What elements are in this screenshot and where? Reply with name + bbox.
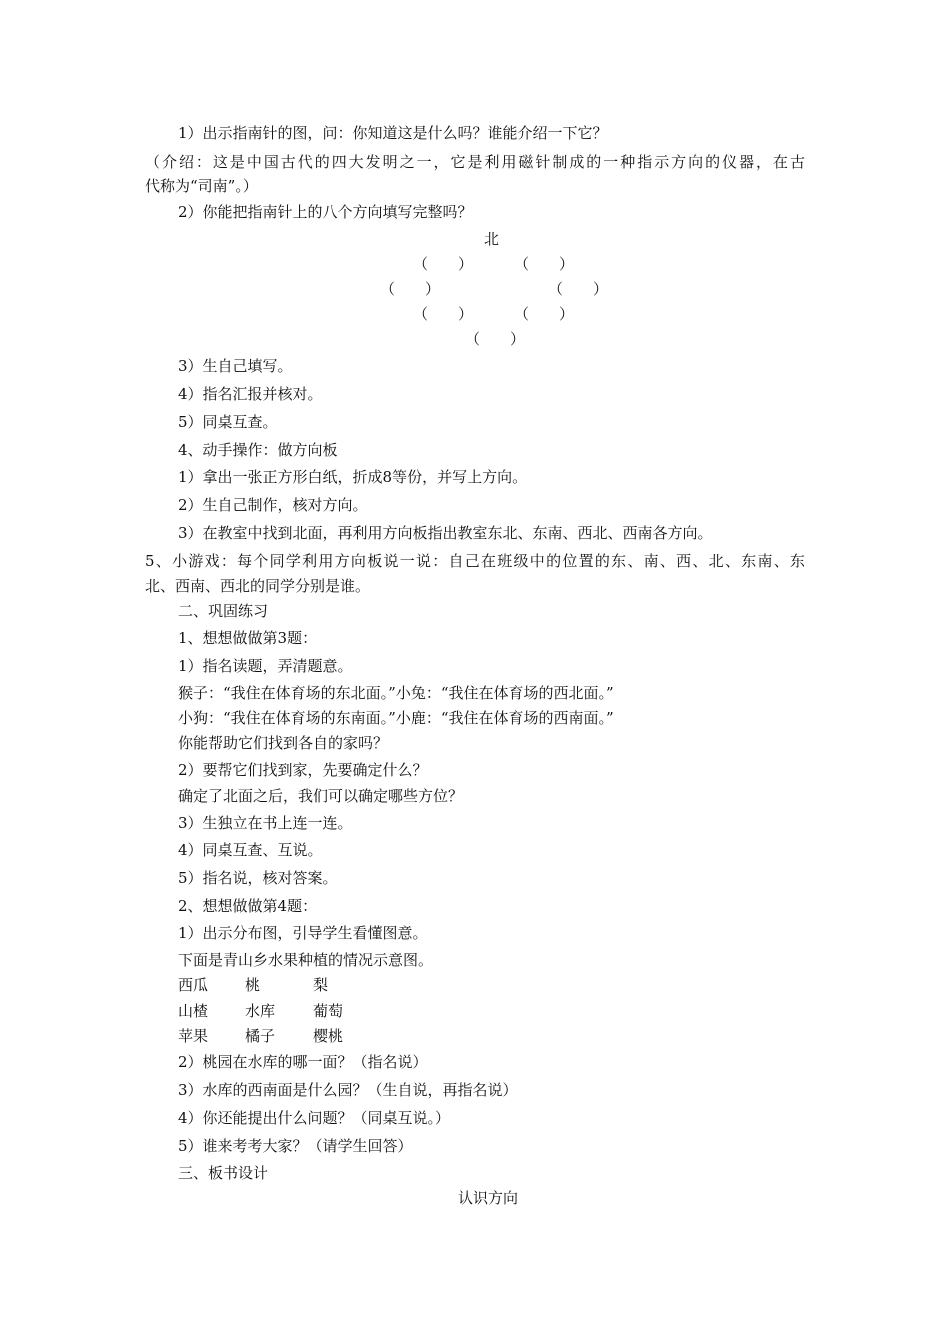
paragraph-text: （介绍：这是中国古代的四大发明之一，它是利用磁针制成的一种指示方向的仪器，在古 <box>145 153 805 171</box>
paragraph-text: 2）生自己制作，核对方向。 <box>178 496 368 514</box>
grid-cell: 西瓜 <box>178 976 209 994</box>
paragraph-text: 3）水库的西南面是什么园？（生自说，再指名说） <box>178 1081 518 1099</box>
section-heading: 4、动手操作：做方向板 <box>178 441 338 459</box>
section-heading: 1、想想做做第3题： <box>178 629 318 647</box>
section-heading: 二、巩固练习 <box>178 602 269 620</box>
paragraph-text: 1）出示分布图，引导学生看懂图意。 <box>178 924 428 942</box>
grid-cell: 葡萄 <box>313 1002 344 1020</box>
compass-south-blank: （ ） <box>465 330 526 348</box>
board-title: 认识方向 <box>458 1189 519 1207</box>
paragraph-text: 4）指名汇报并核对。 <box>178 385 323 403</box>
compass-north-label: 北 <box>484 230 500 248</box>
compass-northwest-blank: （ ） <box>413 255 474 273</box>
paragraph-text: 5）指名说，核对答案。 <box>178 869 338 887</box>
grid-cell: 橘子 <box>245 1027 276 1045</box>
paragraph-text: 5）同桌互查。 <box>178 413 278 431</box>
section-heading: 2、想想做做第4题： <box>178 897 318 915</box>
paragraph-text: 北、西南、西北的同学分别是谁。 <box>145 577 371 595</box>
paragraph-text: 下面是青山乡水果种植的情况示意图。 <box>178 951 434 969</box>
compass-southeast-blank: （ ） <box>514 305 575 323</box>
paragraph-text: 2）桃园在水库的哪一面？（指名说） <box>178 1053 428 1071</box>
section-heading: 三、板书设计 <box>178 1164 269 1182</box>
paragraph-text: 小狗：“我住在体育场的东南面。”小鹿：“我住在体育场的西南面。” <box>178 709 614 727</box>
grid-cell: 水库 <box>245 1002 276 1020</box>
paragraph-text: 3）在教室中找到北面，再利用方向板指出教室东北、东南、西北、西南各方向。 <box>178 524 713 542</box>
compass-northeast-blank: （ ） <box>514 255 575 273</box>
paragraph-text: 2）要帮它们找到家，先要确定什么？ <box>178 761 428 779</box>
compass-southwest-blank: （ ） <box>413 305 474 323</box>
compass-west-blank: （ ） <box>380 280 441 298</box>
paragraph-text: 3）生自己填写。 <box>178 357 293 375</box>
grid-cell: 桃 <box>245 976 261 994</box>
paragraph-text: 确定了北面之后，我们可以确定哪些方位？ <box>178 787 464 805</box>
compass-east-blank: （ ） <box>548 280 609 298</box>
grid-cell: 苹果 <box>178 1027 209 1045</box>
paragraph-text: 4）你还能提出什么问题？（同桌互说。） <box>178 1109 451 1127</box>
paragraph-text: 2）你能把指南针上的八个方向填写完整吗？ <box>178 203 473 221</box>
paragraph-text: 5）谁来考考大家？（请学生回答） <box>178 1137 413 1155</box>
paragraph-text: 1）指名读题，弄清题意。 <box>178 657 353 675</box>
grid-cell: 梨 <box>313 976 329 994</box>
paragraph-text: 4）同桌互查、互说。 <box>178 841 323 859</box>
paragraph-text: 1）拿出一张正方形白纸，折成8等份，并写上方向。 <box>178 468 528 486</box>
paragraph-text: 代称为“司南”。） <box>145 177 258 195</box>
paragraph-text: 你能帮助它们找到各自的家吗？ <box>178 734 389 752</box>
grid-cell: 山楂 <box>178 1002 209 1020</box>
paragraph-text: 1）出示指南针的图，问：你知道这是什么吗？谁能介绍一下它？ <box>178 124 608 142</box>
paragraph-text: 猴子：“我住在体育场的东北面。”小兔：“我住在体育场的西北面。” <box>178 684 614 702</box>
grid-cell: 樱桃 <box>313 1027 344 1045</box>
paragraph-text: 5、小游戏：每个同学利用方向板说一说：自己在班级中的位置的东、南、西、北、东南、东 <box>145 552 805 570</box>
paragraph-text: 3）生独立在书上连一连。 <box>178 814 353 832</box>
